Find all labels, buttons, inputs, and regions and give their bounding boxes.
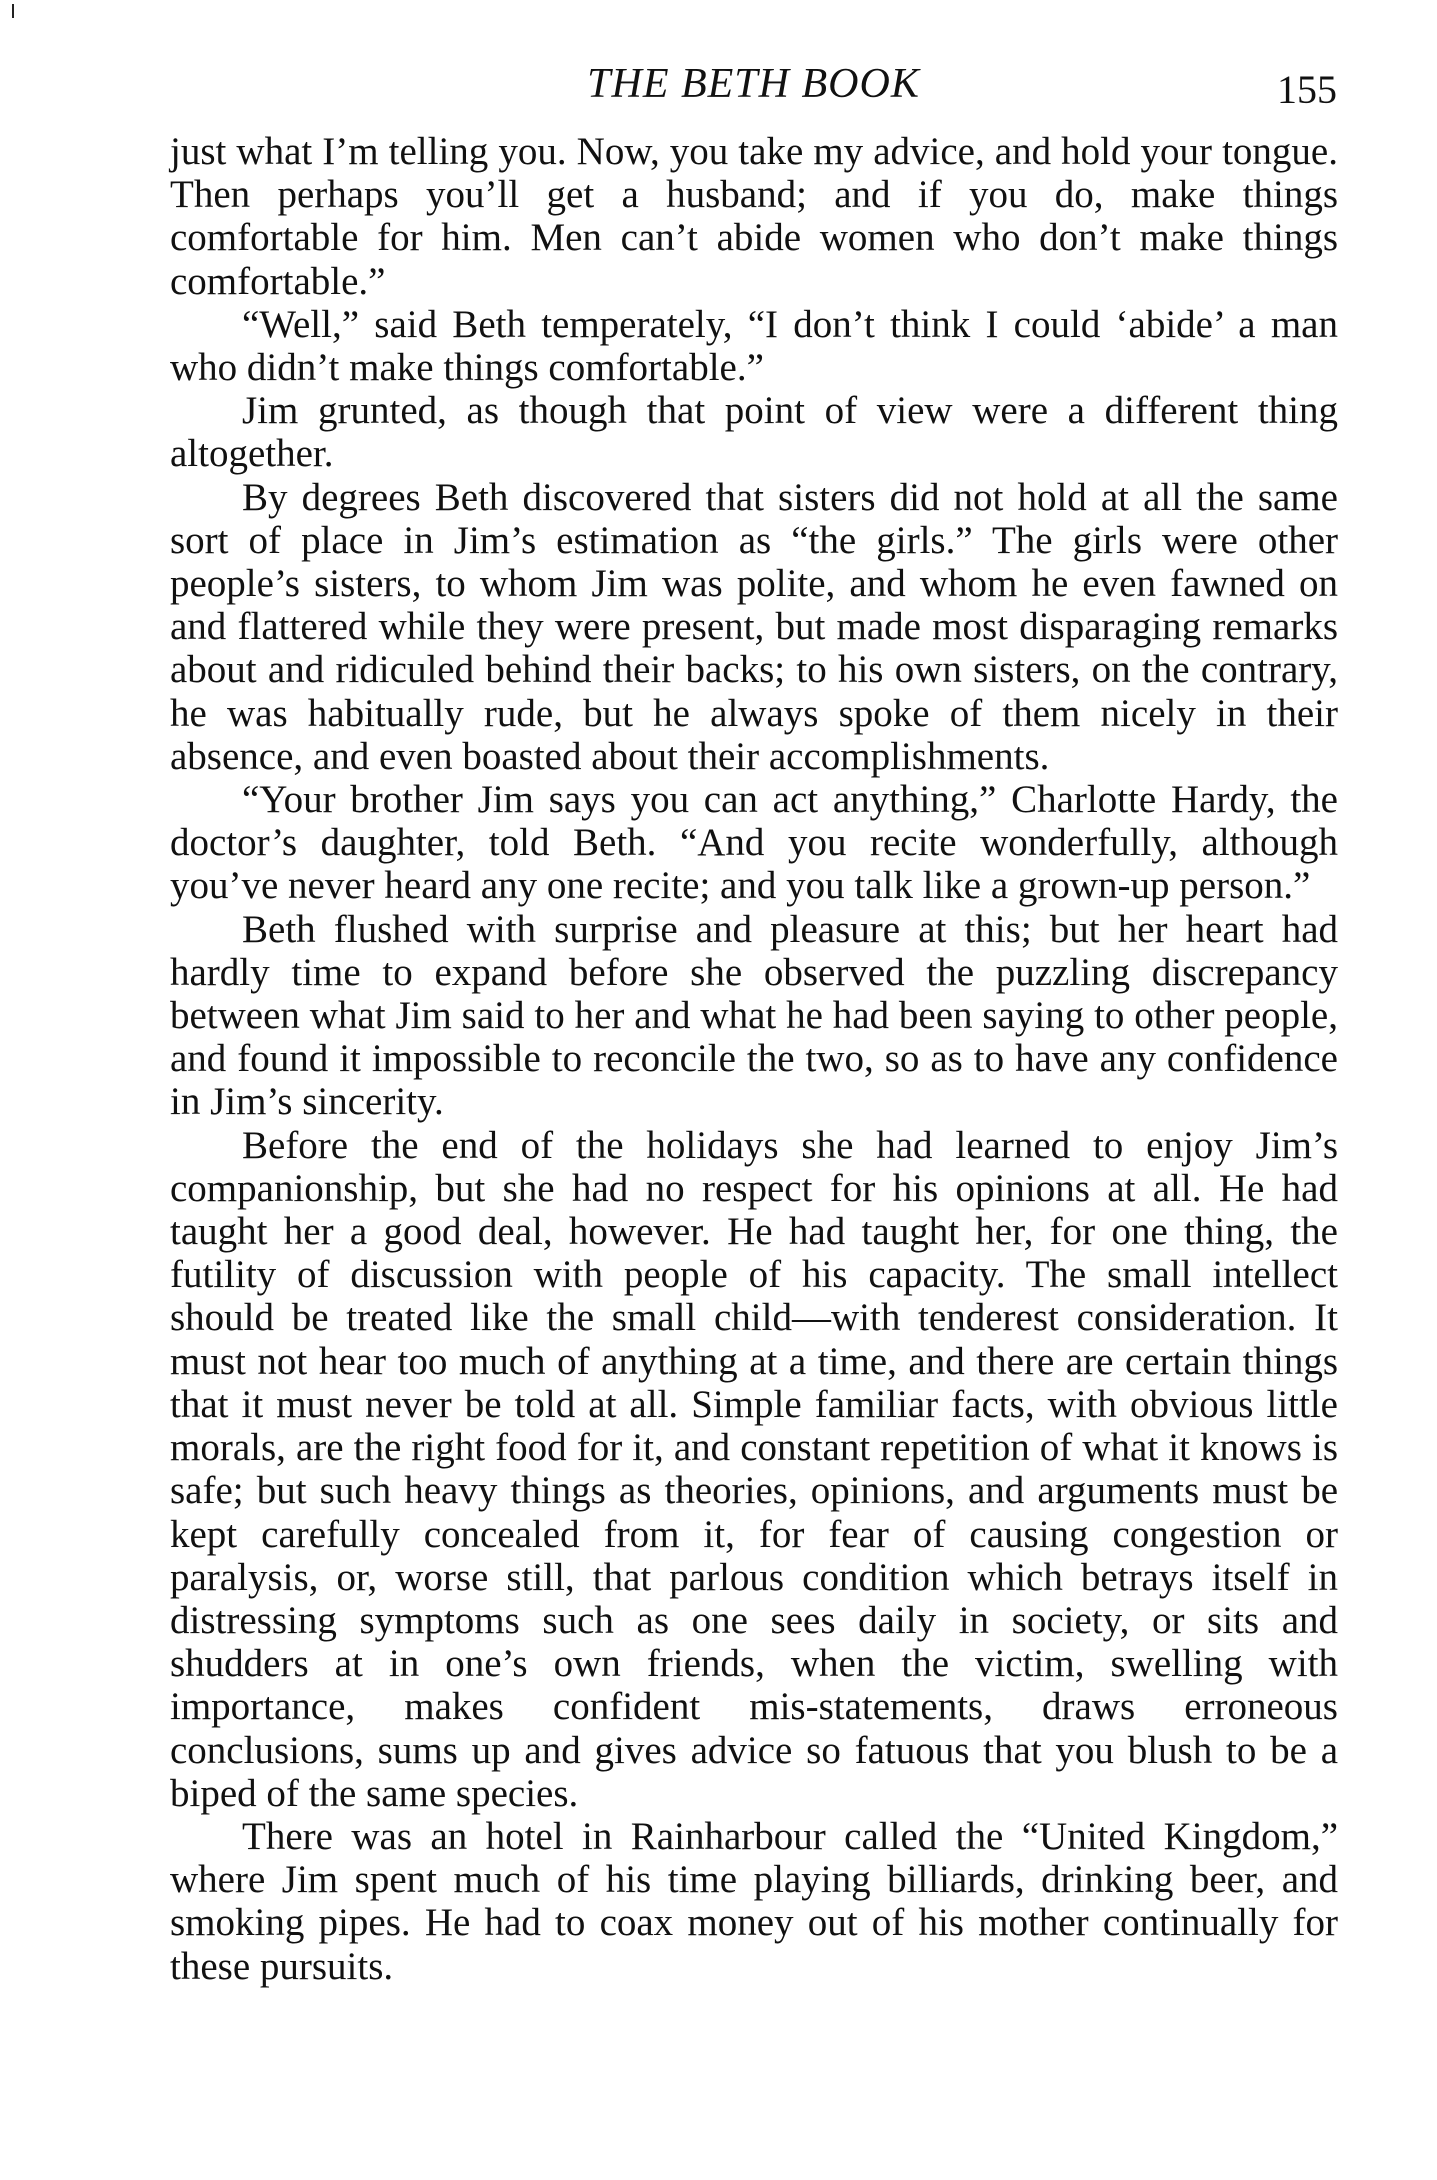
body-text [170, 130, 1338, 1988]
margin-mark [12, 4, 14, 18]
paragraph: There was an hotel in Rainharbour called the “United Kingdom,” where Jim spent much of his time playing billiards, drinking beer, and smoking pipes. He had to coax money out of his mother continually for these pursuits. [170, 1814, 1338, 1988]
page-number: 155 [1277, 67, 1337, 112]
paragraph: Jim grunted, as though that point of view were a different thing altogether. [170, 389, 1338, 476]
paragraph: “Your brother Jim says you can act anything,” Charlotte Hardy, the doctor’s daughter, told Beth. “And you recite wonderfully, although you’ve never heard any one recite; and you talk like a grown-up person.” [170, 778, 1338, 908]
paragraph: Beth flushed with surprise and pleasure at this; but her heart had hardly time to expand before she observed the puzzling discrepancy between what Jim said to her and what he had been saying to other people, and found it impossible to reconcile the two, so as to have any confidence in Jim’s sincerity. [170, 907, 1338, 1124]
paragraph: just what I’m telling you. Now, you take my advice, and hold your tongue. Then perhaps you’ll get a husband; and if you do, make things comfortable for him. Men can’t abide women who don’t make things comfortable.” [170, 130, 1338, 303]
paragraph: By degrees Beth discovered that sisters did not hold at all the same sort of place in Jim’s estimation as “the girls.” The girls were other people’s sisters, to whom Jim was polite, and whom he even fawned on and flattered while they were present, but made most disparaging remarks about and ridiculed behind their backs; to his own sisters, on the contrary, he was habitually rude, but he always spoke of them nicely in their absence, and even boasted about their accomplishments. [170, 475, 1338, 778]
paragraph: Before the end of the holidays she had learned to enjoy Jim’s companionship, but she had no respect for his opinions at all. He had taught her a good deal, however. He had taught her, for one thing, the futility of discussion with people of his capacity. The small intellect should be treated like the small child—with tenderest consideration. It must not hear too much of anything at a time, and there are certain things that it must never be told at all. Simple familiar facts, with obvious little morals, are the right food for it, and constant repetition of what it knows is safe; but such heavy things as theories, opinions, and arguments must be kept carefully concealed from it, for fear of causing congestion or paralysis, or, worse still, that parlous condition which betrays itself in distressing symptoms such as one sees daily in society, or sits and shudders at in one’s own friends, when the victim, swelling with importance, makes confident mis-statements, draws erroneous conclusions, sums up and gives advice so fatuous that you blush to be a biped of the same species. [170, 1123, 1338, 1815]
paragraph: “Well,” said Beth temperately, “I don’t think I could ‘abide’ a man who didn’t make things comfortable.” [170, 302, 1338, 390]
running-title: THE BETH BOOK [587, 61, 920, 107]
page-header [170, 60, 1337, 120]
